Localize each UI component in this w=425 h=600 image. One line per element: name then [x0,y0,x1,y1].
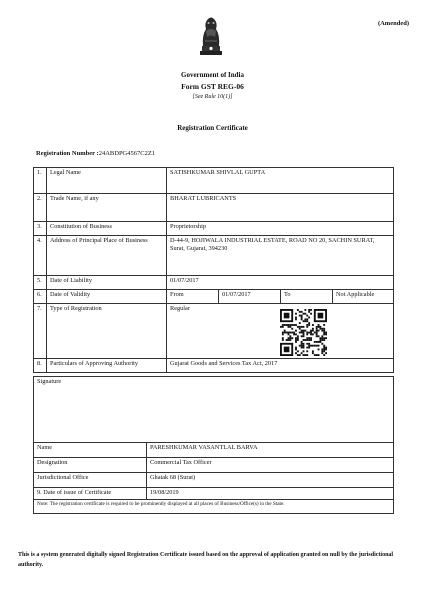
row-value: Regular [167,304,394,359]
row-number: 5. [34,276,47,290]
row-label: Date of Validity [47,290,167,304]
office-label: Jurisdictional Office [34,473,147,488]
table-row [34,488,394,500]
table-row [34,458,394,473]
row-label: Address of Principal Place of Business [47,236,167,276]
row-number: 4. [34,236,47,276]
table-row [34,236,394,276]
validity-to-value: Not Applicable [333,290,394,304]
row-value: 01/07/2017 [167,276,394,290]
table-row [34,222,394,236]
table-row [34,377,394,443]
row-label: Particulars of Approving Authority [47,359,167,373]
validity-from-value: 01/07/2017 [219,290,281,304]
row-value: BHARAT LUBRICANTS [167,194,394,222]
certificate-title: Registration Certificate [177,124,248,132]
validity-to-label: To [281,290,333,304]
row-label: Trade Name, if any [47,194,167,222]
table-row [34,473,394,488]
name-value: PARESHKUMAR VASANTLAL BARVA [147,443,394,458]
table-row [34,500,394,514]
row-number: 6. [34,290,47,304]
government-title: Government of India [181,71,244,79]
signature-table [33,376,394,514]
registration-number-label: Registration Number : [36,150,99,157]
registration-number [36,150,155,157]
row-number: 3. [34,222,47,236]
amended-label: (Amended) [377,20,409,27]
footer-disclaimer: This is a system generated digitally signed Registration Certificate issued based on the approval of application granted on null by the jurisdictional authority. [18,552,394,568]
row-number: 1. [34,168,47,194]
row-label: Constitution of Business [47,222,167,236]
table-row [34,290,394,304]
table-row [34,276,394,290]
table-row [34,304,394,359]
designation-value: Commercial Tax Officer [147,458,394,473]
issue-date-value: 19/08/2019 [147,488,394,500]
qr-code-icon [280,309,327,356]
row-value: Proprietorship [167,222,394,236]
row-value: SATISHKUMAR SHIVLAL GUPTA [167,168,394,194]
row-label: Date of Liability [47,276,167,290]
row-label: Type of Registration [47,304,167,359]
registration-number-value: 24ABDPG4567C2Z1 [98,150,156,157]
office-value: Ghatak 68 (Surat) [147,473,394,488]
row-number: 8. [34,359,47,373]
issue-date-label: 9. Date of issue of Certificate [34,488,147,500]
table-row [34,359,394,373]
designation-label: Designation [34,458,147,473]
display-note: Note: The registration certificate is required to be prominently displayed at all places of Business/Office(s) in the State. [34,500,394,514]
form-title: Form GST REG-06 [181,82,244,91]
name-label: Name [34,443,147,458]
rule-reference: [See Rule 10(1)] [192,94,233,100]
table-row [34,443,394,458]
row-number: 7. [34,304,47,359]
row-value: Gujarat Goods and Services Tax Act, 2017 [167,359,394,373]
national-emblem-icon [196,13,226,57]
row-number: 2. [34,194,47,222]
signature-label: Signature [34,377,394,443]
row-value: D-44-9, HOJIWALA INDUSTRIAL ESTATE, ROAD NO 20, SACHIN SURAT, Surat, Gujarat, 394230 [167,236,394,276]
table-row [34,168,394,194]
row-label: Legal Name [47,168,167,194]
registration-details-table [33,167,394,373]
validity-from-label: From [167,290,219,304]
table-row [34,194,394,222]
